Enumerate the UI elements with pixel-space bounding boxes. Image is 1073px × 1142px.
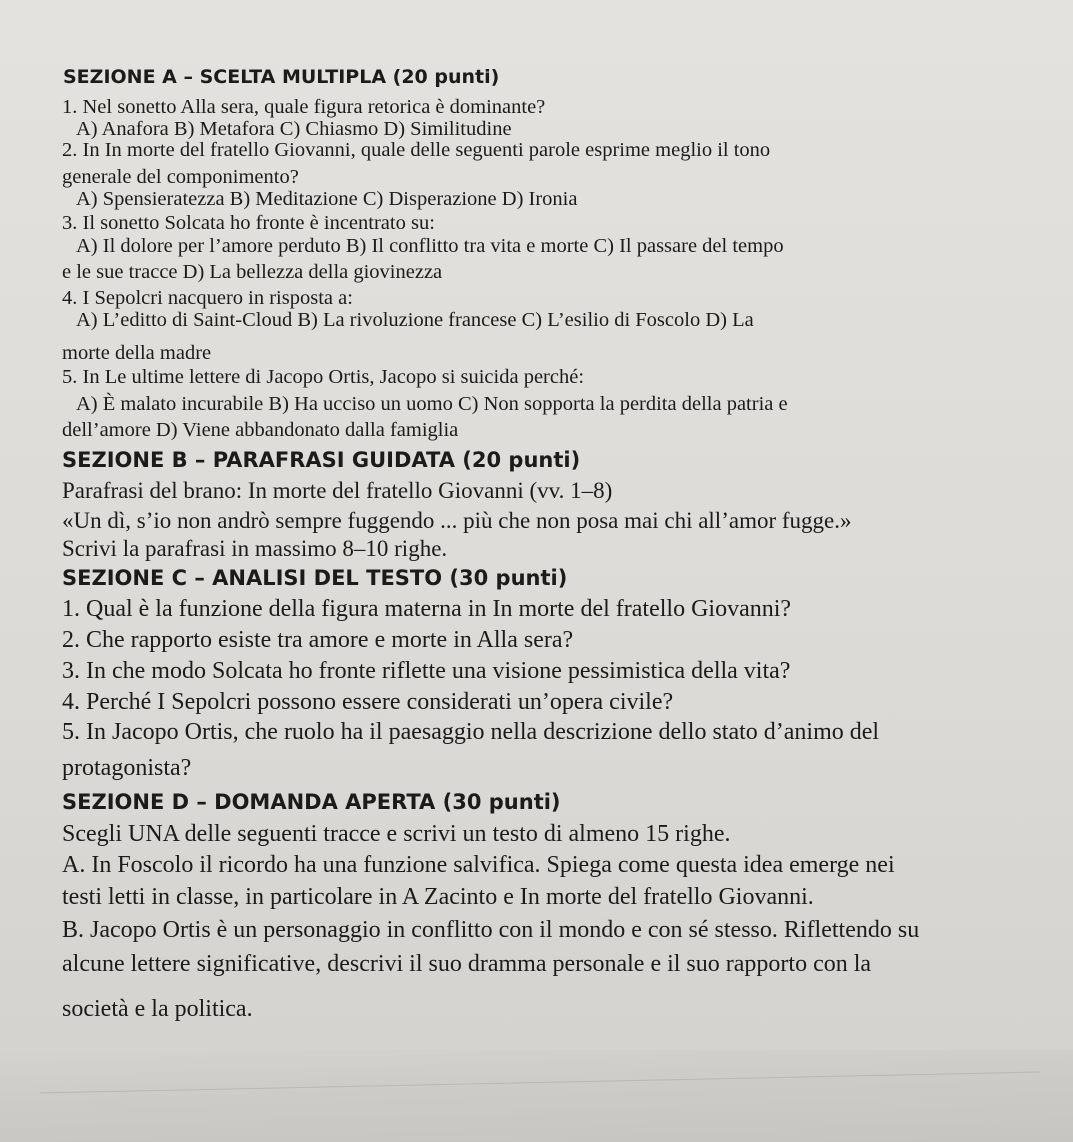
options-a5-cont: dell’amore D) Viene abbandonato dalla famiglia xyxy=(62,419,459,441)
paper-shadow xyxy=(0,1050,1073,1142)
question-c2: 2. Che rapporto esiste tra amore e morte in Alla sera? xyxy=(62,627,574,653)
options-a1: A) Anafora B) Metafora C) Chiasmo D) Similitudine xyxy=(76,118,512,140)
question-a1: 1. Nel sonetto Alla sera, quale figura retorica è dominante? xyxy=(62,96,546,118)
task-a: A. In Foscolo il ricordo ha una funzione salvifica. Spiega come questa idea emerge nei xyxy=(62,852,895,878)
task-a-cont: testi letti in classe, in particolare in A Zacinto e In morte del fratello Giovanni. xyxy=(62,884,814,910)
question-a2: 2. In In morte del fratello Giovanni, quale delle seguenti parole esprime meglio il tono xyxy=(62,139,771,161)
question-c5-cont: protagonista? xyxy=(62,755,192,781)
question-c3: 3. In che modo Solcata ho fronte riflette una visione pessimistica della vita? xyxy=(62,658,791,684)
question-a2-cont: generale del componimento? xyxy=(62,166,299,188)
paraphrase-intro: Parafrasi del brano: In morte del fratello Giovanni (vv. 1–8) xyxy=(62,478,613,503)
section-c-title: SEZIONE C – ANALISI DEL TESTO (30 punti) xyxy=(62,566,568,590)
options-a3-cont: e le sue tracce D) La bellezza della giovinezza xyxy=(62,261,443,283)
section-b-title: SEZIONE B – PARAFRASI GUIDATA (20 punti) xyxy=(62,448,581,472)
section-a-title: SEZIONE A – SCELTA MULTIPLA (20 punti) xyxy=(63,66,500,88)
section-d-title: SEZIONE D – DOMANDA APERTA (30 punti) xyxy=(62,790,561,814)
paraphrase-instruction: Scrivi la parafrasi in massimo 8–10 righe. xyxy=(62,536,448,561)
question-c1: 1. Qual è la funzione della figura materna in In morte del fratello Giovanni? xyxy=(62,596,792,622)
question-c4: 4. Perché I Sepolcri possono essere considerati un’opera civile? xyxy=(62,689,674,715)
task-b-cont-2: società e la politica. xyxy=(62,996,253,1022)
question-a4: 4. I Sepolcri nacquero in risposta a: xyxy=(62,287,353,309)
options-a2: A) Spensieratezza B) Meditazione C) Disperazione D) Ironia xyxy=(76,188,578,210)
task-b-cont: alcune lettere significative, descrivi il suo dramma personale e il suo rapporto con la xyxy=(62,951,872,977)
question-a3: 3. Il sonetto Solcata ho fronte è incentrato su: xyxy=(62,212,435,234)
task-instruction: Scegli UNA delle seguenti tracce e scrivi un testo di almeno 15 righe. xyxy=(62,821,731,847)
question-a5: 5. In Le ultime lettere di Jacopo Ortis, Jacopo si suicida perché: xyxy=(62,366,585,388)
options-a4-cont: morte della madre xyxy=(62,342,212,364)
question-c5: 5. In Jacopo Ortis, che ruolo ha il paesaggio nella descrizione dello stato d’animo del xyxy=(62,719,880,745)
options-a5: A) È malato incurabile B) Ha ucciso un uomo C) Non sopporta la perdita della patria e xyxy=(76,393,788,415)
paraphrase-quote: «Un dì, s’io non andrò sempre fuggendo ... più che non posa mai chi all’amor fugge.» xyxy=(62,508,852,533)
options-a4: A) L’editto di Saint-Cloud B) La rivoluzione francese C) L’esilio di Foscolo D) La xyxy=(76,309,754,331)
options-a3: A) Il dolore per l’amore perduto B) Il conflitto tra vita e morte C) Il passare del tempo xyxy=(76,235,784,257)
task-b: B. Jacopo Ortis è un personaggio in conflitto con il mondo e con sé stesso. Riflettendo su xyxy=(62,917,920,943)
